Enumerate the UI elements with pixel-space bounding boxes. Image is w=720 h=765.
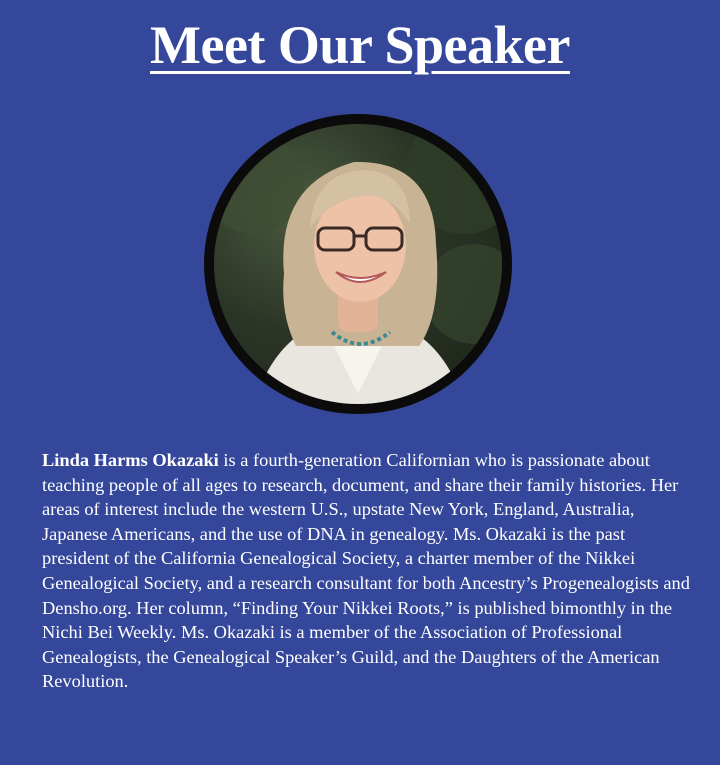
speaker-portrait-frame [204,114,512,414]
speaker-bio-text: is a fourth-generation Californian who is passionate about teaching people of all ages to research, document, and share their family histories. Her areas of interest include the western U.S., upstate New York, England, Australia, Japanese Americans, and the use of DNA in genealogy. Ms. Okazaki is the past president of the California Genealogical Society, a charter member of the Nikkei Genealogical Society, and a research consultant for both Ancestry’s Progenealogists and Densho.org. Her column, “Finding Your Nikkei Roots,” is published bimonthly in the Nichi Bei Weekly. Ms. Okazaki is a member of the Association of Professional Genealogists, the Genealogical Speaker’s Guild, and the Daughters of the American Revolution. [42,450,690,692]
page-title-wrap [0,14,720,76]
speaker-bio [42,448,692,694]
speaker-portrait-illustration [214,124,502,404]
speaker-name: Linda Harms Okazaki [42,450,219,470]
page-title: Meet Our Speaker [150,15,570,75]
speaker-portrait [214,124,502,404]
